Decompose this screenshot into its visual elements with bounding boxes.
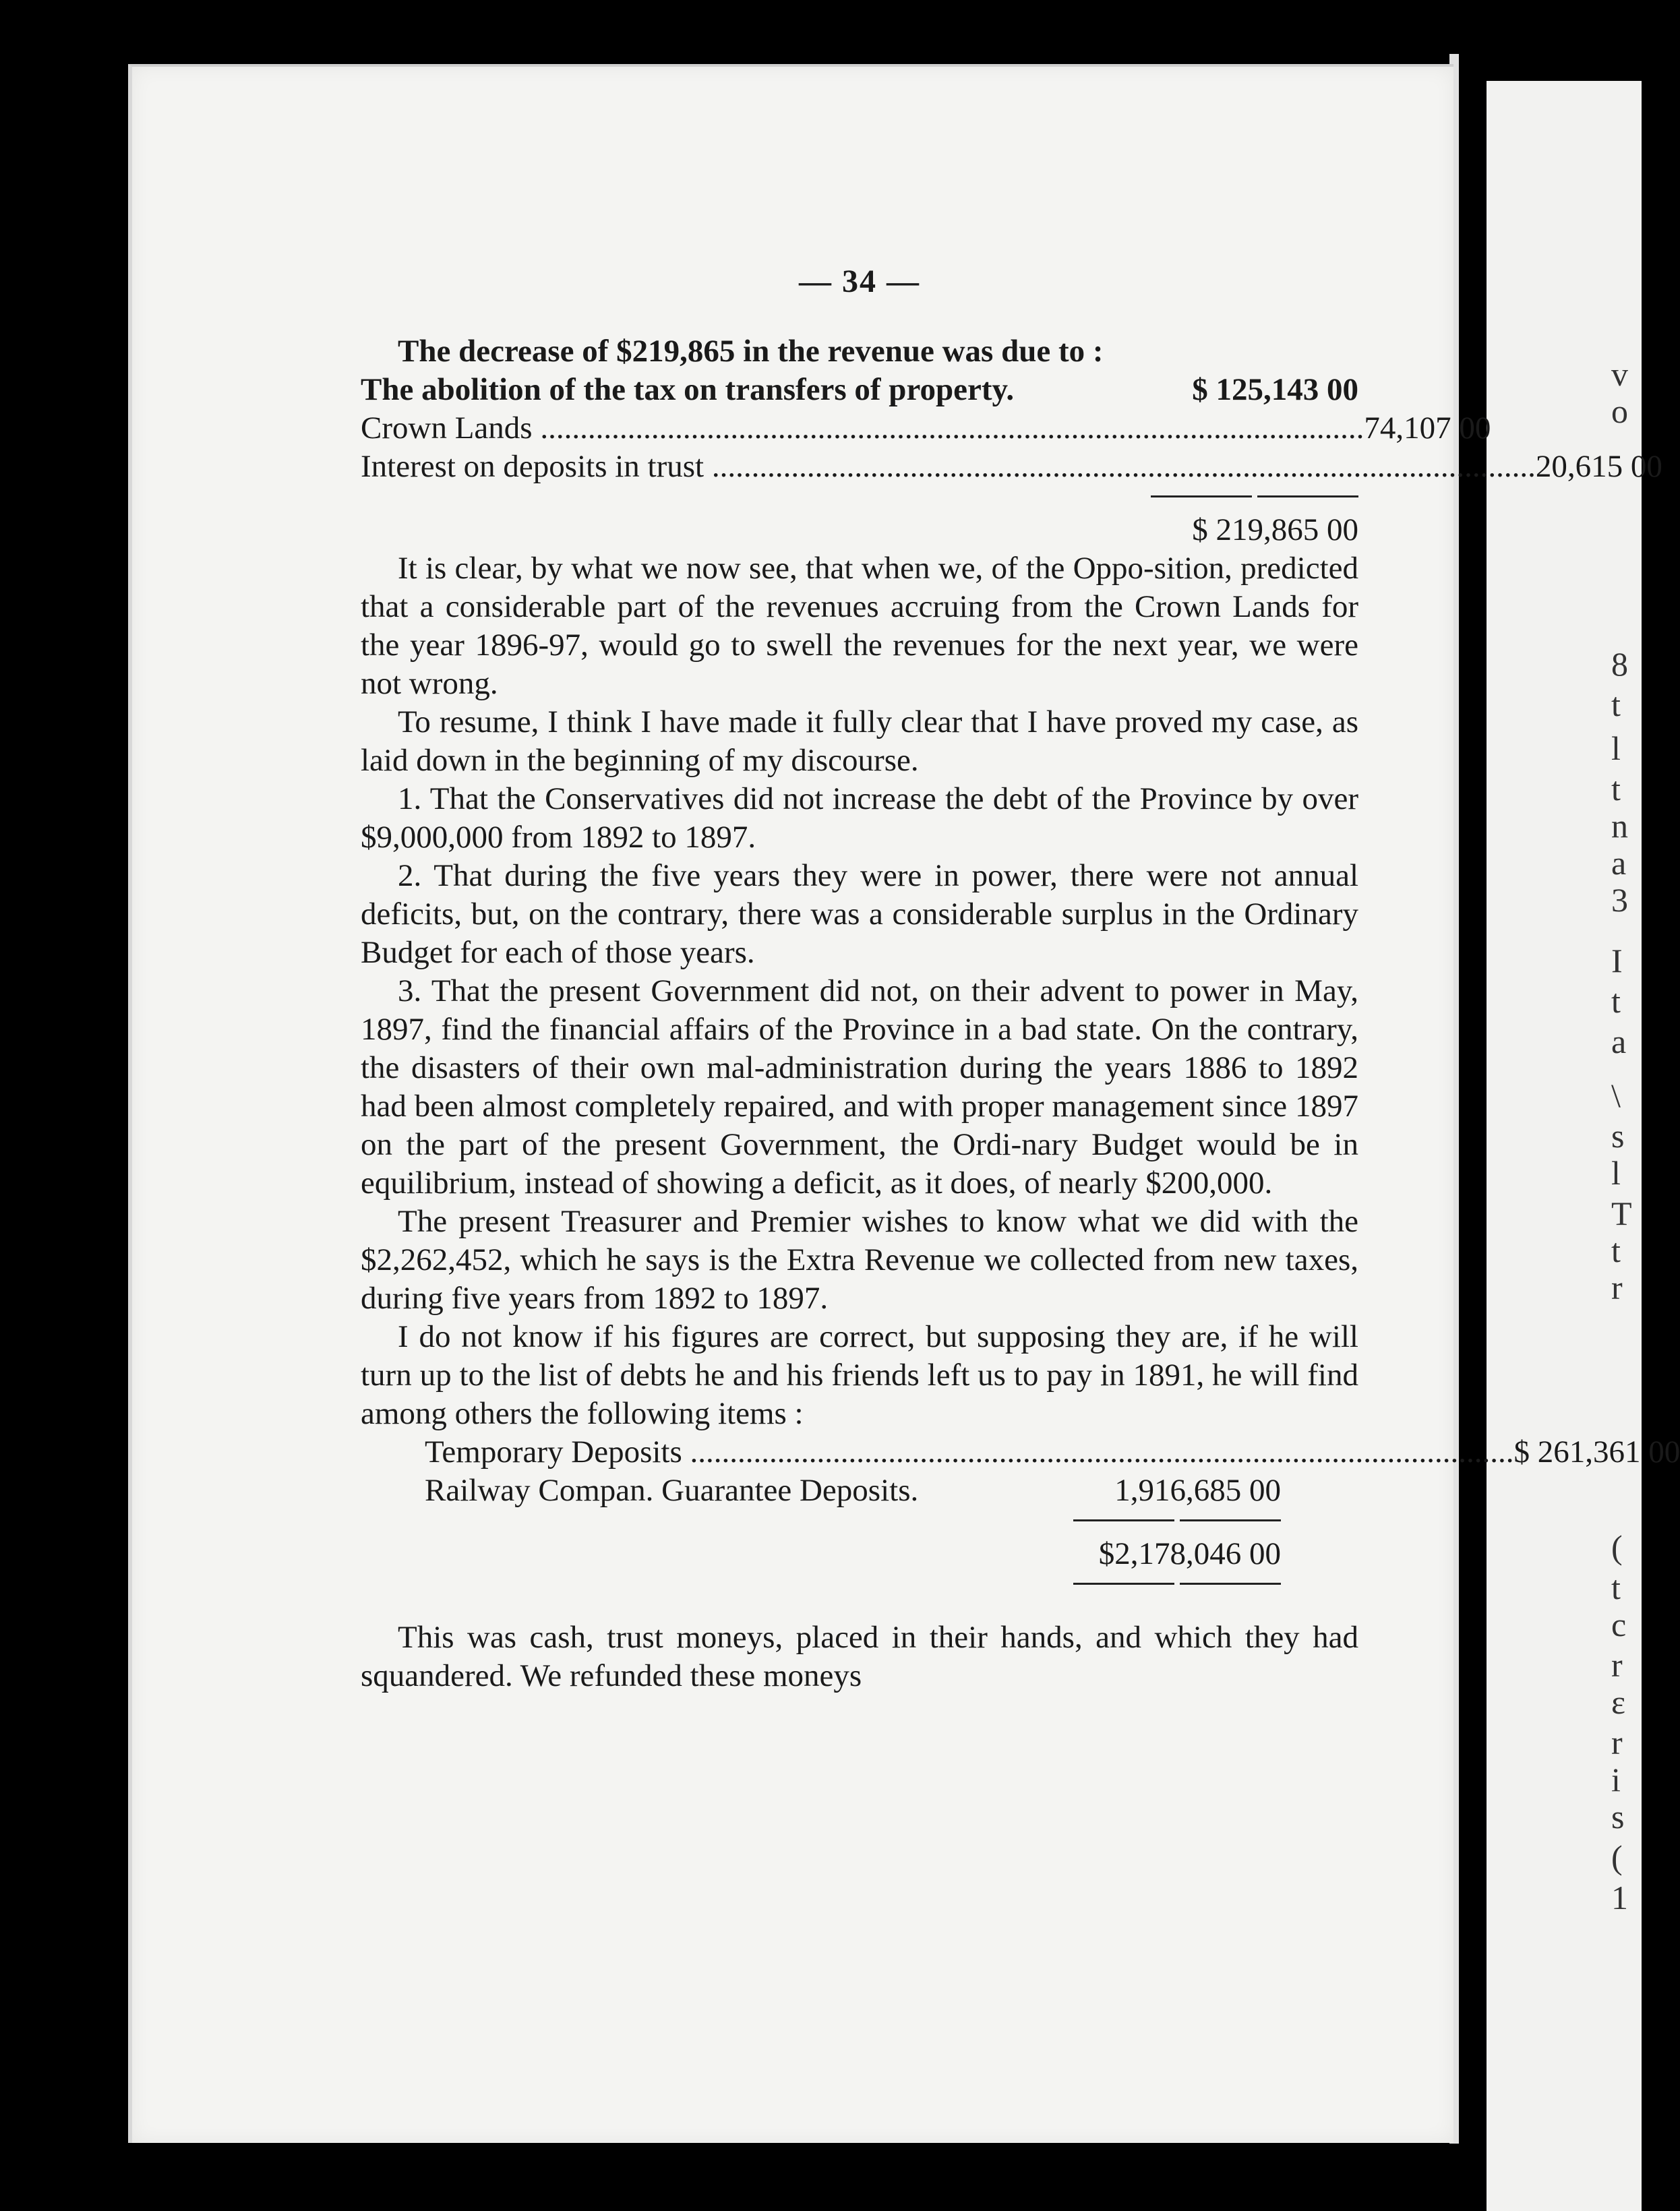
closing-paragraph: This was cash, trust moneys, placed in their hands, and which they had squandered. We refunded these moneys [361,1620,1358,1693]
paragraph: The present Treasurer and Premier wishes to know what we did with the $2,262,452, which he says is the Extra Revenue we collected from new taxes, during five years from 1892 to 1897. [361,1204,1358,1316]
adjacent-page-fragment: t [1611,1232,1621,1269]
revenue-row [361,448,1662,486]
revenue-heading: The decrease of $219,865 in the revenue was due to : [398,334,1104,369]
adjacent-page-fragment: 8 [1611,645,1628,683]
adjacent-page-fragment: l [1611,729,1621,767]
paragraph: I do not know if his figures are correct, but supposing they are, if he will turn up to the list of debts he and his friends left us to pay in 1891, he will find among others the following items : [361,1319,1358,1431]
deposit-row-amount: 1,916,685 00 [1114,1473,1281,1508]
deposit-row-label: Temporary Deposits ..... [425,1433,1514,1472]
adjacent-page-fragment: r [1611,1724,1623,1761]
adjacent-page-fragment: ɛ [1611,1683,1625,1721]
deposit-row [425,1433,1680,1472]
revenue-row-label: Crown Lands ..... [361,409,1364,448]
adjacent-page-fragment: a [1611,1023,1627,1060]
adjacent-page-fragment: 1 [1611,1879,1628,1916]
adjacent-page-fragment: s [1611,1798,1625,1836]
adjacent-page-fragment: l [1611,1154,1621,1192]
paragraph: To resume, I think I have made it fully clear that I have proved my case, as laid down in the beginning of my discourse. [361,704,1358,778]
adjacent-page-fragment: r [1611,1269,1623,1306]
paragraph: 3. That the present Government did not, on their advent to power in May, 1897, find the financial affairs of the Province in a bad state. On the contrary, the disasters of their own mal-administration during the years 1886 to 1892 had been almost completely repaired, and with proper management since 1897 on the part of the present Government, the Ordi-nary Budget would be in equilibrium, instead of showing a deficit, as it does, of nearly $200,000. [361,973,1358,1201]
adjacent-page-fragment: n [1611,807,1628,845]
adjacent-page-fragment: T [1611,1194,1632,1232]
adjacent-page-fragment: ( [1611,1838,1623,1876]
revenue-total: $ 219,865 00 [1192,512,1358,547]
adjacent-page-fragment: t [1611,1569,1621,1606]
deposit-row-label: Railway Compan. Guarantee Deposits. [425,1473,919,1508]
adjacent-page-fragment: \ [1611,1077,1621,1114]
adjacent-page-fragment: I [1611,942,1623,979]
adjacent-page-fragment: r [1611,1646,1623,1684]
adjacent-page-fragment: ( [1611,1528,1623,1566]
revenue-row-label: Interest on deposits in trust ..... [361,448,1536,486]
revenue-row [361,409,1491,448]
sum-rule [425,1519,1281,1521]
paragraph: 2. That during the five years they were in power, there were not annual deficits, but, on the contrary, there was a considerable surplus in the Ordinary Budget for each of those years. [361,858,1358,970]
revenue-row-amount: $ 125,143 00 [1192,372,1358,407]
adjacent-page-fragment: t [1611,982,1621,1020]
paragraph: 1. That the Conservatives did not increase the debt of the Province by over $9,000,000 from 1892 to 1897. [361,781,1358,855]
page-content [361,263,1680,1695]
adjacent-page-fragment: i [1611,1761,1621,1798]
revenue-row [361,371,1358,409]
adjacent-page-fragment: 3 [1611,881,1628,919]
paragraph: It is clear, by what we now see, that when we, of the Oppo-sition, predicted that a considerable part of the revenues accruing from the Crown Lands for the year 1896-97, would go to swell the revenues for the next year, we were not wrong. [361,551,1358,701]
double-rule [425,1583,1281,1585]
adjacent-page-fragment: s [1611,1117,1625,1155]
adjacent-page-fragment: c [1611,1606,1627,1643]
revenue-row-label: The abolition of the tax on transfers of property. [361,372,1015,407]
adjacent-page-fragment: a [1611,844,1627,882]
deposit-row-amount: $ 261,361 00 [1513,1434,1680,1470]
deposit-row [425,1472,1281,1510]
sum-rule [361,495,1358,497]
adjacent-page-fragment: o [1611,392,1628,430]
page-number: — 34 — [799,264,920,299]
deposits-total: $2,178,046 00 [1098,1536,1281,1571]
adjacent-page-fragment: t [1611,770,1621,808]
adjacent-page-fragment: t [1611,686,1621,723]
adjacent-page-fragment: v [1611,355,1628,393]
deposits-table [425,1433,1680,1585]
revenue-row-amount: 74,107 00 [1364,411,1491,446]
revenue-row-amount: 20,615 00 [1535,449,1662,484]
